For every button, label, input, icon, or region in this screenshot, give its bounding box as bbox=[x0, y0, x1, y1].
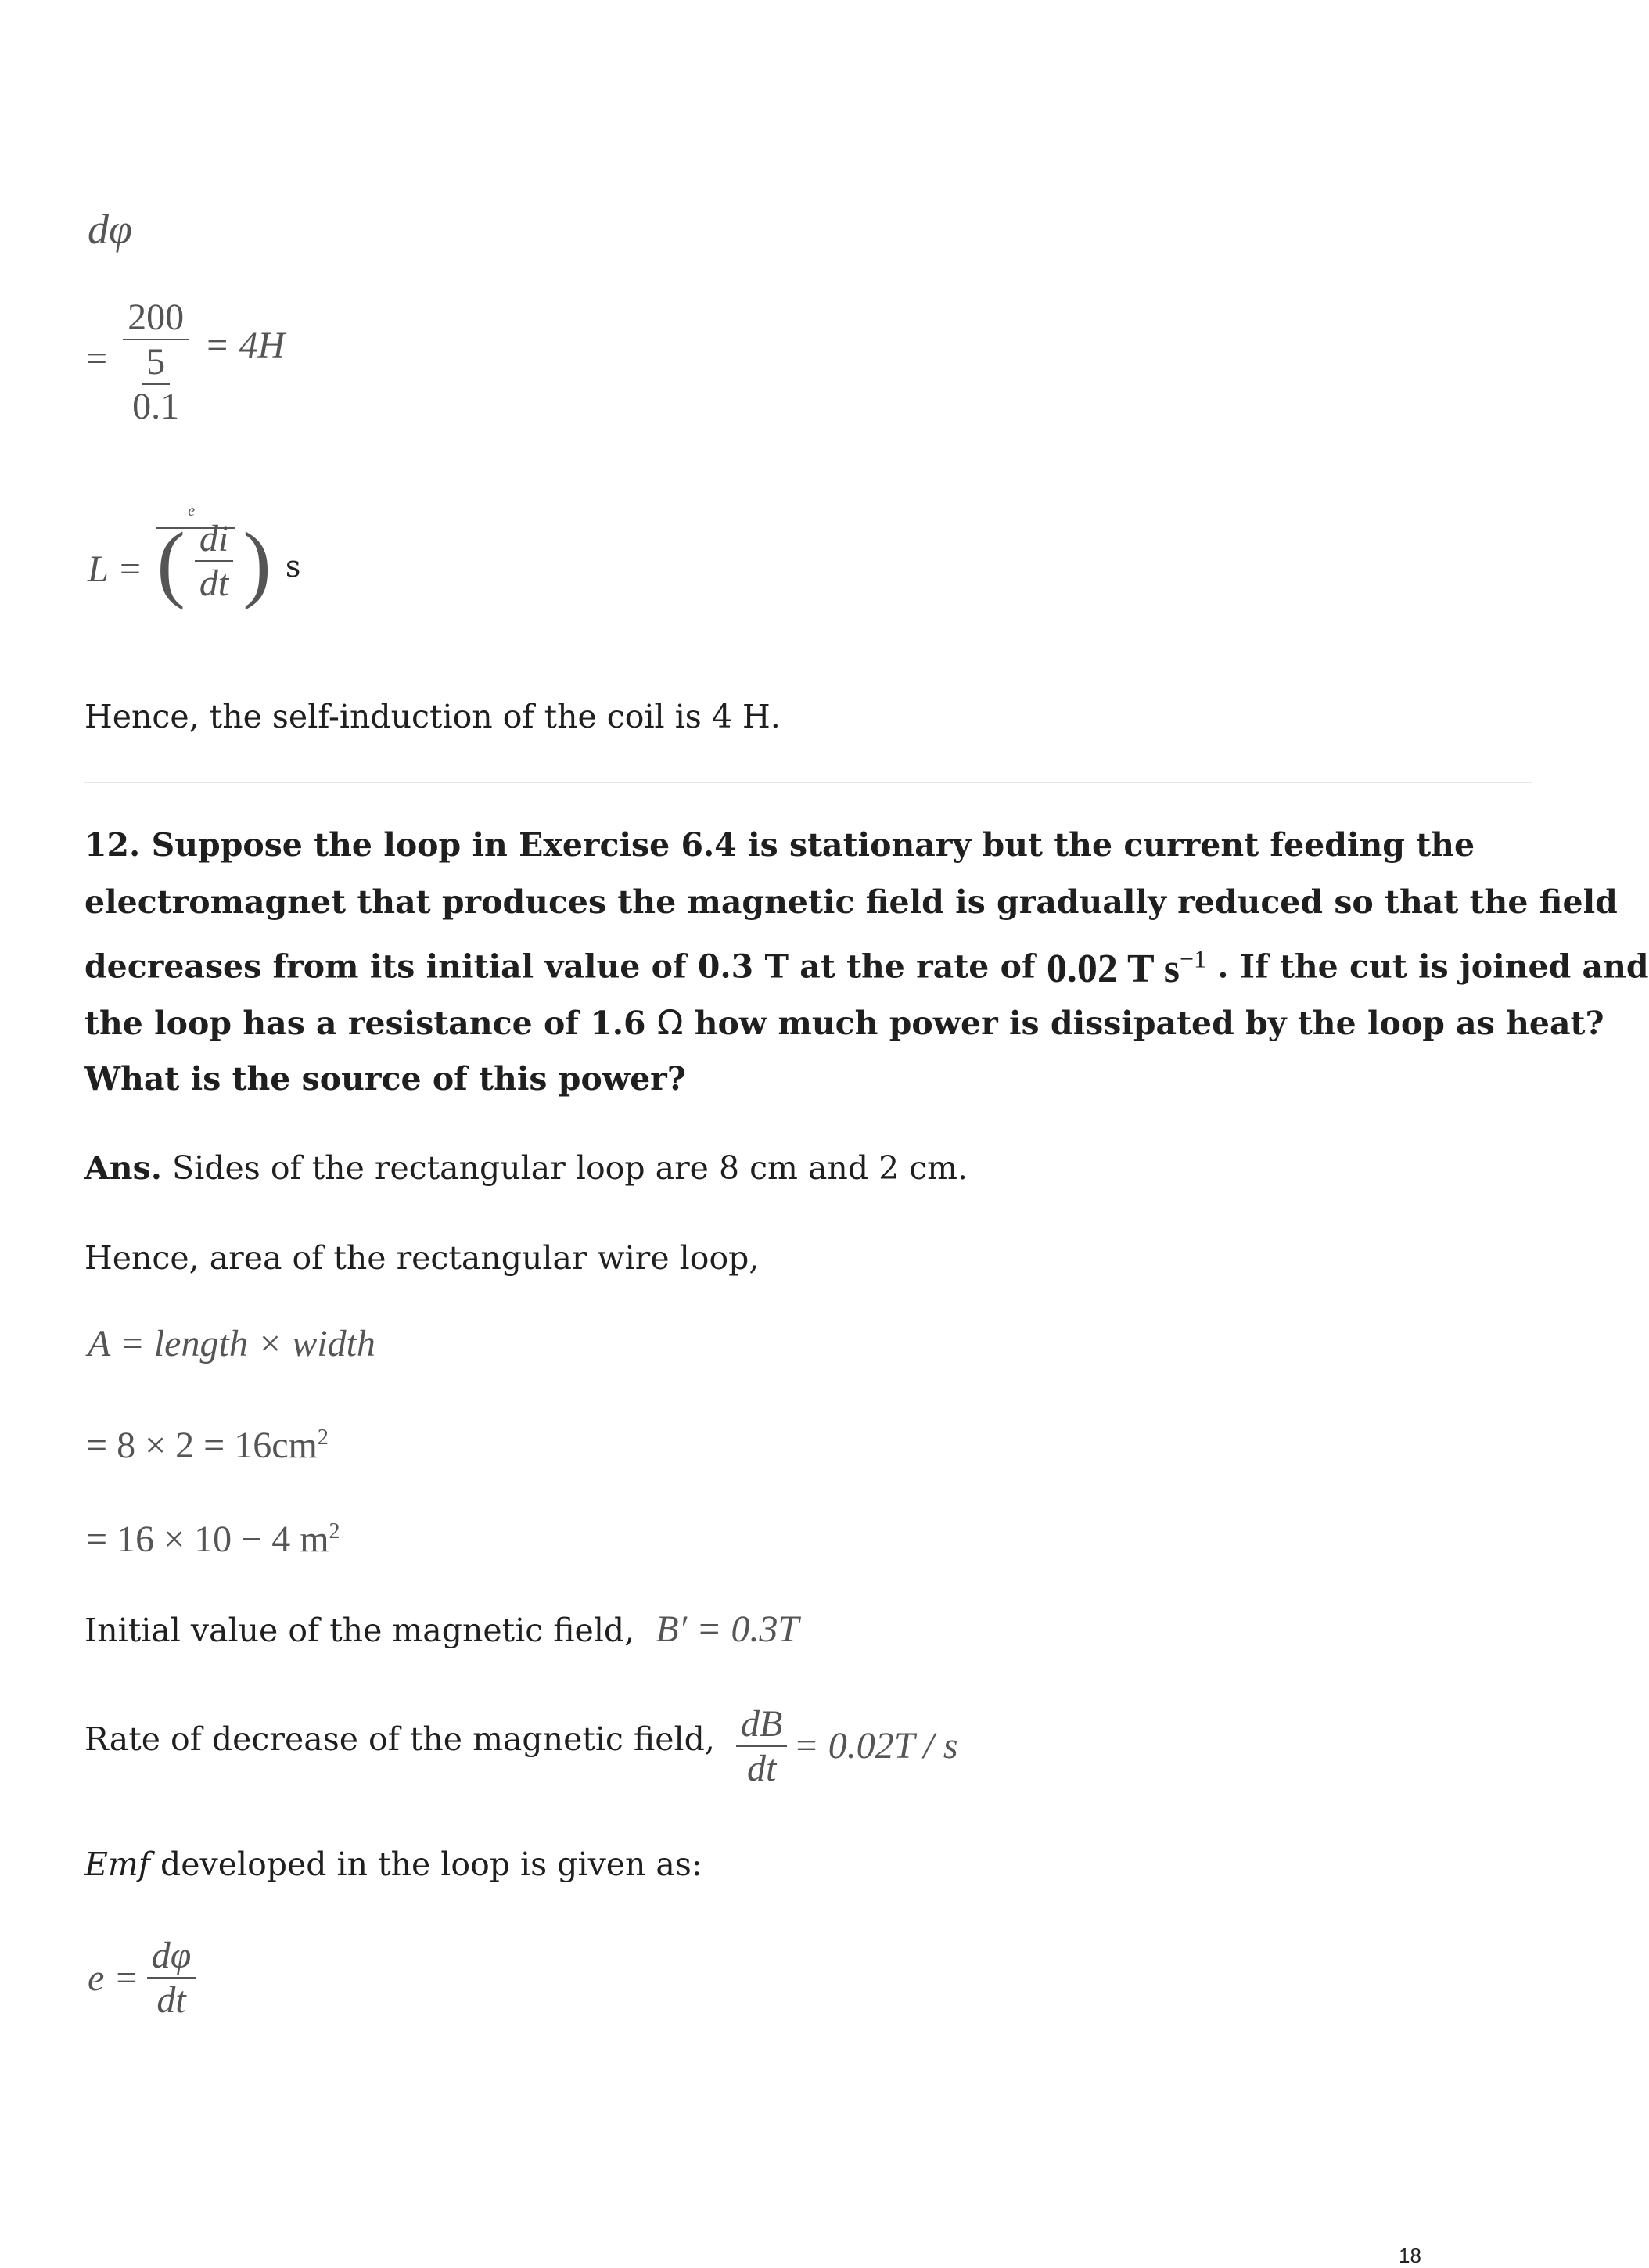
question-line-3-end: . If the cut is joined and bbox=[1217, 947, 1649, 986]
ohm-symbol: Ω bbox=[656, 1003, 684, 1043]
initial-value: B′ = 0.3T bbox=[656, 1608, 799, 1650]
emf-rest: developed in the loop is given as: bbox=[149, 1846, 702, 1883]
rate-expression: $\frac{dB}{dt}$ = 0.02T / s bbox=[736, 1702, 958, 1790]
answer-sides-text: Sides of the rectangular loop are 8 cm and 2 cm. bbox=[172, 1149, 968, 1187]
left-paren: ( bbox=[156, 515, 185, 610]
result: = 4H bbox=[204, 325, 286, 366]
area-formula: A = length × width bbox=[88, 1323, 375, 1364]
inductance-calculation: = 200 5 0.1 = 4H bbox=[86, 297, 286, 428]
right-paren: ) bbox=[242, 515, 271, 610]
L-superscript: e bbox=[188, 502, 196, 519]
emf-lhs: e = bbox=[88, 1957, 139, 1999]
dt: dt bbox=[199, 562, 229, 604]
rate-value: 0.02 T $s^{-1}$ bbox=[1046, 945, 1206, 992]
question-line-4-text: the loop has a resistance of 1.6 bbox=[84, 1005, 646, 1042]
L-lhs: L = bbox=[88, 548, 143, 590]
hence-line: Hence, the self-induction of the coil is 4 H. bbox=[84, 698, 781, 735]
area-step-1: = $8 \times 2 = 16cm^2$ bbox=[86, 1425, 329, 1466]
initial-field-line bbox=[84, 1607, 799, 1652]
emf-italic: Emf bbox=[84, 1846, 150, 1883]
question-line-4-end: how much power is dissipated by the loop as heat? bbox=[694, 1005, 1604, 1042]
di: di bbox=[195, 517, 233, 562]
answer-label: Ans. bbox=[84, 1149, 162, 1187]
question-line-5: What is the source of this power? bbox=[84, 1060, 686, 1098]
divider bbox=[84, 782, 1532, 783]
answer-sides bbox=[84, 1149, 968, 1188]
L-s: s bbox=[285, 549, 301, 584]
dphi-expression: dφ bbox=[88, 206, 132, 253]
question-line-4 bbox=[84, 1003, 1604, 1043]
question-line-2: electromagnet that produces the magnetic field is gradually reduced so that the field bbox=[84, 883, 1618, 921]
rate-line bbox=[84, 1702, 958, 1790]
area-intro: Hence, area of the rectangular wire loop, bbox=[84, 1239, 760, 1277]
L-formula bbox=[88, 502, 301, 633]
emf-den: dt bbox=[156, 1979, 186, 2022]
area-step-2: = 16 × 10 − 4 $m^2$ bbox=[86, 1519, 340, 1560]
numerator: 200 bbox=[123, 296, 189, 340]
denominator: 0.1 bbox=[132, 386, 180, 428]
emf-line bbox=[84, 1846, 702, 1884]
question-line-3-text: decreases from its initial value of 0.3 T at the rate of bbox=[84, 947, 1036, 986]
initial-label: Initial value of the magnetic field, bbox=[84, 1612, 635, 1649]
rate-label: Rate of decrease of the magnetic field, bbox=[84, 1720, 715, 1758]
mid-value: 5 bbox=[142, 340, 170, 385]
question-line-3 bbox=[84, 940, 1649, 992]
page-number: 18 bbox=[1399, 2244, 1421, 2267]
emf-num: dφ bbox=[147, 1934, 196, 1979]
question-line-1: 12. Suppose the loop in Exercise 6.4 is stationary but the current feeding the bbox=[84, 826, 1475, 864]
emf-formula bbox=[88, 1934, 196, 2022]
